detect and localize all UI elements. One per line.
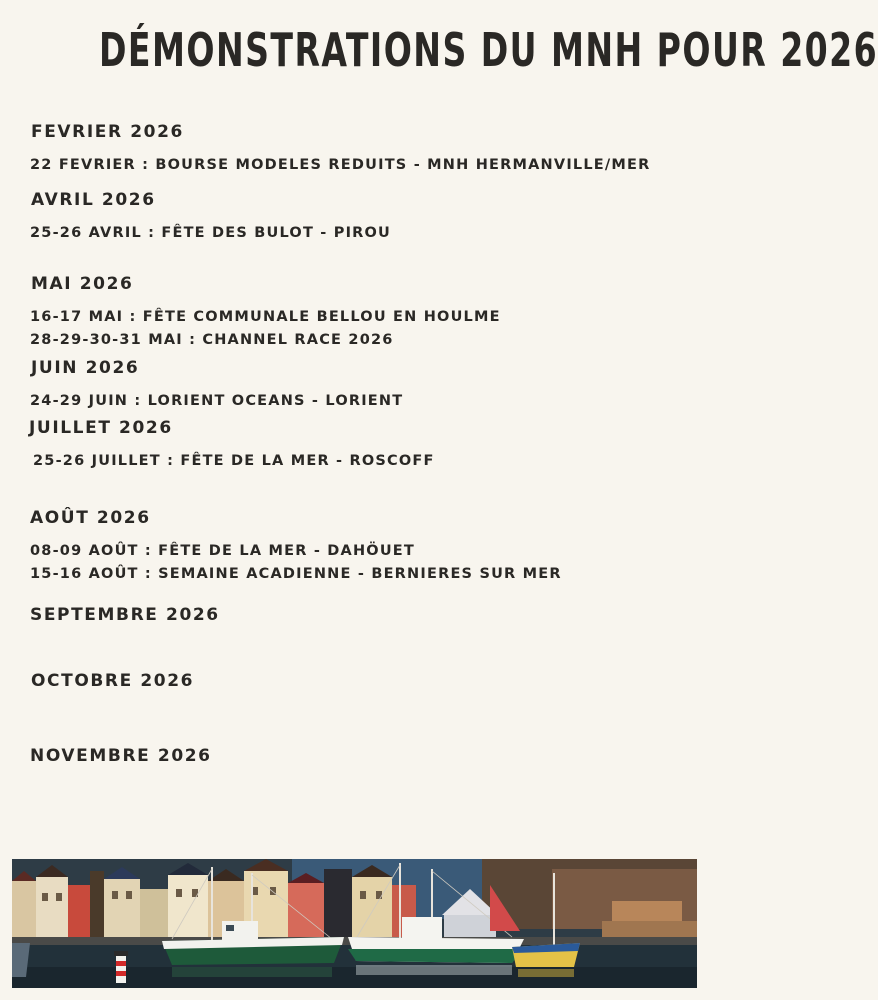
event-item: 25-26 JUILLET : FÊTE DE LA MER - ROSCOFF xyxy=(33,453,435,469)
model-harbour-photo xyxy=(12,859,697,988)
event-item: 16-17 MAI : FÊTE COMMUNALE BELLOU EN HOULME xyxy=(30,309,501,325)
month-heading-juin: JUIN 2026 xyxy=(31,358,140,378)
event-item: 22 FEVRIER : BOURSE MODELES REDUITS - MNH HERMANVILLE/MER xyxy=(30,157,651,173)
event-item: 24-29 JUIN : LORIENT OCEANS - LORIENT xyxy=(30,393,404,409)
month-heading-fevrier: FEVRIER 2026 xyxy=(31,122,184,142)
month-heading-aout: AOÛT 2026 xyxy=(30,508,151,528)
event-item: 25-26 AVRIL : FÊTE DES BULOT - PIROU xyxy=(30,225,392,241)
month-heading-septembre: SEPTEMBRE 2026 xyxy=(30,605,220,625)
page-title: DÉMONSTRATIONS DU MNH POUR 2026 xyxy=(98,23,878,77)
month-heading-mai: MAI 2026 xyxy=(31,274,134,294)
event-item: 28-29-30-31 MAI : CHANNEL RACE 2026 xyxy=(30,332,394,348)
month-heading-avril: AVRIL 2026 xyxy=(31,190,156,210)
event-item: 15-16 AOÛT : SEMAINE ACADIENNE - BERNIERES SUR MER xyxy=(30,566,562,582)
month-heading-juillet: JUILLET 2026 xyxy=(29,418,173,438)
event-item: 08-09 AOÛT : FÊTE DE LA MER - DAHÖUET xyxy=(30,543,415,559)
month-heading-octobre: OCTOBRE 2026 xyxy=(31,671,195,691)
month-heading-novembre: NOVEMBRE 2026 xyxy=(30,746,212,766)
